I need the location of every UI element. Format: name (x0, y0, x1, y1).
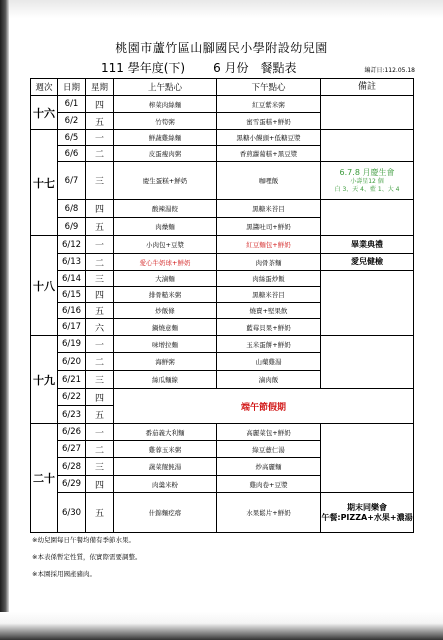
header-day: 星期 (86, 79, 114, 96)
date-cell: 6/30 (58, 493, 86, 533)
date-cell: 6/26 (58, 424, 86, 441)
date-cell: 6/6 (58, 146, 86, 162)
menu-table (30, 78, 414, 533)
table-row (31, 200, 414, 218)
am-snack-cell: 絲瓜麵線 (114, 371, 217, 389)
party-note-cell (321, 493, 414, 533)
date-cell: 6/5 (58, 130, 86, 146)
school-year: 111 學年度(下) (101, 61, 186, 75)
date-cell: 6/8 (58, 200, 86, 218)
table-row (31, 236, 414, 254)
am-snack-cell: 肉燥麵 (114, 218, 217, 236)
birthday-title: 6.7.8 月慶生會 (339, 168, 395, 177)
day-cell: 五 (86, 218, 114, 236)
table-row (31, 254, 414, 271)
party-detail: 午餐:PIZZA+水果+濃湯 (321, 512, 413, 522)
date-cell: 6/22 (58, 389, 86, 406)
header-date: 日期 (58, 79, 86, 96)
notes-cell (321, 271, 414, 336)
day-cell: 二 (86, 146, 114, 162)
pm-snack-cell: 玉米蛋餅+鮮奶 (217, 336, 321, 353)
footnote-1: ※幼兒園每日午餐均備有季節水果。 (32, 536, 135, 544)
week-label: 二十 (31, 424, 58, 533)
pm-snack-cell: 黑糖小饅頭+低糖豆漿 (217, 130, 321, 146)
notes-cell (321, 200, 414, 236)
day-cell: 六 (86, 319, 114, 336)
am-snack-cell: 雞蓉玉米粥 (114, 441, 217, 458)
header-am-snack: 上午點心 (114, 79, 217, 96)
day-cell: 五 (86, 303, 114, 319)
menu-month: 6 月份 (213, 61, 249, 75)
am-snack-cell: 味增拉麵 (114, 336, 217, 353)
table-row (31, 271, 414, 287)
am-snack-cell: 皮蛋瘦肉粥 (114, 146, 217, 162)
date-cell: 6/20 (58, 353, 86, 371)
pm-snack-cell: 蜜雪蛋糕+鮮奶 (217, 113, 321, 130)
am-snack-cell: 炒飯條 (114, 303, 217, 319)
pm-snack-cell: 肉骨茶麵 (217, 254, 321, 271)
date-cell: 6/15 (58, 287, 86, 303)
date-cell: 6/21 (58, 371, 86, 389)
pm-snack-cell: 雞肉卷+豆漿 (217, 476, 321, 493)
week-label: 十七 (31, 130, 58, 236)
header-notes: 備註 (321, 79, 414, 96)
date-cell: 6/16 (58, 303, 86, 319)
pm-snack-cell: 高麗菜包+鮮奶 (217, 424, 321, 441)
day-cell: 三 (86, 371, 114, 389)
pm-snack-cell: 綠豆薏仁湯 (217, 441, 321, 458)
am-snack-cell: 大滷麵 (114, 271, 217, 287)
am-snack-cell: 鮮蔬雞絲麵 (114, 130, 217, 146)
scan-shadow-bottom (0, 612, 443, 640)
week-label: 十六 (31, 96, 58, 130)
day-cell: 四 (86, 389, 114, 406)
date-cell: 6/2 (58, 113, 86, 130)
made-date: 編訂日:112.05.18 (364, 67, 415, 74)
party-title: 期末同樂會 (347, 502, 387, 512)
date-cell: 6/9 (58, 218, 86, 236)
table-row (31, 493, 414, 533)
day-cell: 二 (86, 254, 114, 271)
am-snack-cell: 慶生蛋糕+鮮奶 (114, 162, 217, 200)
header-week: 週次 (31, 79, 58, 96)
day-cell: 五 (86, 406, 114, 424)
day-cell: 一 (86, 236, 114, 254)
pm-snack-cell: 紅豆麵包+鮮奶 (217, 236, 321, 254)
pm-snack-cell: 咖哩飯 (217, 162, 321, 200)
doc-name: 餐點表 (260, 61, 297, 75)
day-cell: 四 (86, 200, 114, 218)
day-cell: 三 (86, 458, 114, 476)
pm-snack-cell: 肉絲蛋炒飯 (217, 271, 321, 287)
am-snack-cell: 榨菜肉絲麵 (114, 96, 217, 113)
pm-snack-cell: 紅豆紫米粥 (217, 96, 321, 113)
table-row (31, 336, 414, 353)
scan-shadow-left (0, 0, 9, 640)
school-title: 桃園市蘆竹區山腳國民小學附設幼兒園 (115, 41, 328, 55)
notes-cell (321, 130, 414, 162)
am-snack-cell: 海鮮粥 (114, 353, 217, 371)
day-cell: 二 (86, 441, 114, 458)
am-snack-cell: 愛心牛奶球+鮮奶 (114, 254, 217, 271)
birthday-note-cell (321, 162, 414, 200)
date-cell: 6/27 (58, 441, 86, 458)
am-snack-cell: 竹筍粥 (114, 113, 217, 130)
day-cell: 四 (86, 476, 114, 493)
graduation-note: 畢業典禮 (321, 236, 414, 254)
menu-subtitle (101, 59, 311, 76)
day-cell: 三 (86, 271, 114, 287)
birthday-detail: 白 3、天 4、藍 1、大 4 (334, 186, 400, 193)
pm-snack-cell: 水果鬆片+鮮奶 (217, 493, 321, 533)
am-snack-cell: 什錦麵疙瘩 (114, 493, 217, 533)
am-snack-cell: 肉羹米粉 (114, 476, 217, 493)
am-snack-cell: 酸辣湯餃 (114, 200, 217, 218)
day-cell: 四 (86, 96, 114, 113)
table-row (31, 96, 414, 113)
am-snack-cell: 鍋燒意麵 (114, 319, 217, 336)
scan-top-band (0, 0, 443, 18)
day-cell: 五 (86, 113, 114, 130)
date-cell: 6/17 (58, 319, 86, 336)
date-cell: 6/23 (58, 406, 86, 424)
day-cell: 四 (86, 287, 114, 303)
week-label: 十九 (31, 336, 58, 424)
header-pm-snack: 下午點心 (217, 79, 321, 96)
birthday-count: 小壽星12 個 (350, 178, 384, 185)
date-cell: 6/1 (58, 96, 86, 113)
table-row (31, 162, 414, 200)
date-cell: 6/29 (58, 476, 86, 493)
pm-snack-cell: 滷肉飯 (217, 371, 321, 389)
notes-cell (321, 424, 414, 493)
date-cell: 6/28 (58, 458, 86, 476)
am-snack-cell: 小肉包+豆漿 (114, 236, 217, 254)
pm-snack-cell: 黑醬吐司+鮮奶 (217, 218, 321, 236)
date-cell: 6/19 (58, 336, 86, 353)
day-cell: 一 (86, 336, 114, 353)
week-label: 十八 (31, 236, 58, 336)
table-row (31, 389, 414, 406)
table-header-row (31, 79, 414, 96)
day-cell: 二 (86, 353, 114, 371)
pm-snack-cell: 黑糖米苔目 (217, 200, 321, 218)
health-check-note: 愛兒健檢 (321, 254, 414, 271)
pm-snack-cell: 山藥雞湯 (217, 353, 321, 371)
day-cell: 一 (86, 424, 114, 441)
date-cell: 6/12 (58, 236, 86, 254)
notes-cell (321, 336, 414, 389)
day-cell: 三 (86, 162, 114, 200)
holiday-cell: 端午節假期 (114, 389, 414, 424)
am-snack-cell: 番茄義大利麵 (114, 424, 217, 441)
table-row (31, 424, 414, 441)
am-snack-cell: 蔬菜餛飩湯 (114, 458, 217, 476)
date-cell: 6/14 (58, 271, 86, 287)
pm-snack-cell: 燒賣+堅果飲 (217, 303, 321, 319)
date-cell: 6/7 (58, 162, 86, 200)
footnotes (32, 532, 141, 583)
date-cell: 6/13 (58, 254, 86, 271)
day-cell: 一 (86, 130, 114, 146)
day-cell: 五 (86, 493, 114, 533)
footnote-2: ※本表係暫定性質，依實際需要調整。 (32, 553, 142, 561)
notes-cell (321, 96, 414, 130)
am-snack-cell: 排骨糙米粥 (114, 287, 217, 303)
table-row (31, 130, 414, 146)
pm-snack-cell: 藍莓貝果+鮮奶 (217, 319, 321, 336)
pm-snack-cell: 炒高麗麵 (217, 458, 321, 476)
pm-snack-cell: 香煎蘿蔔糕+黑豆漿 (217, 146, 321, 162)
footnote-3: ※本園採用國產豬肉。 (32, 570, 96, 578)
pm-snack-cell: 黑糖米苔目 (217, 287, 321, 303)
